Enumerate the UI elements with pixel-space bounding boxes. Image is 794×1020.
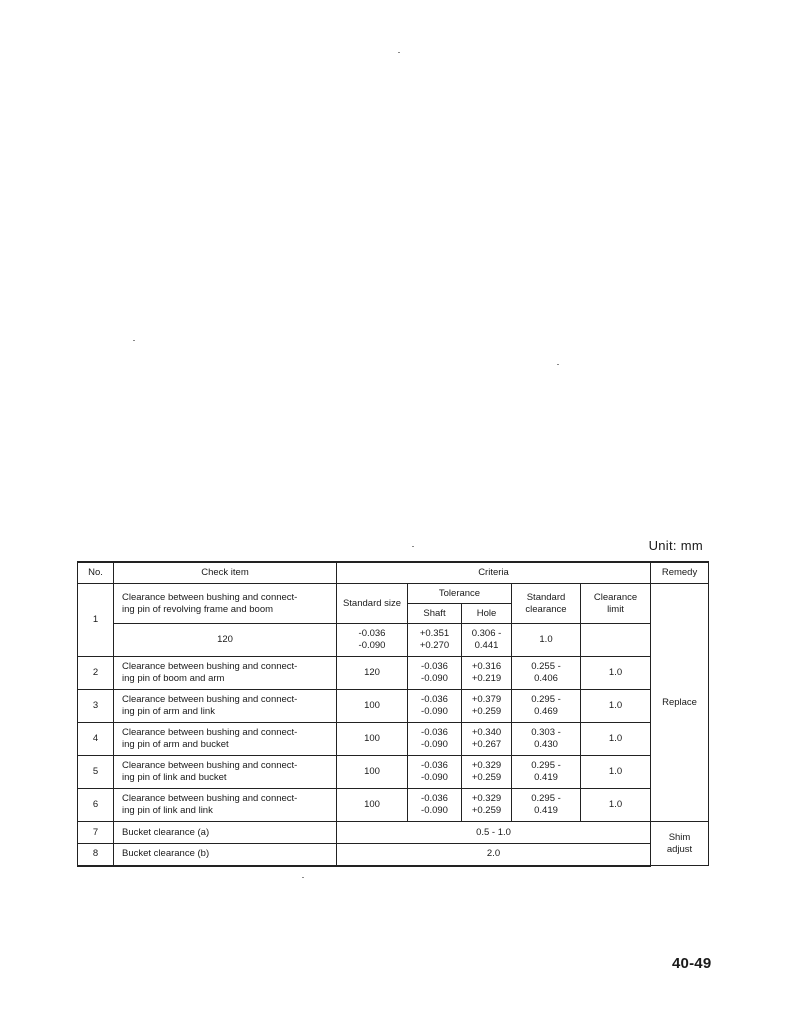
standard-clearance: 0.255 - 0.406 (512, 657, 581, 690)
row-number: 7 (78, 822, 114, 844)
standard-size: 100 (337, 756, 408, 789)
clearance-limit: 1.0 (581, 723, 651, 756)
check-item: Bucket clearance (a) (114, 822, 337, 844)
check-item: Clearance between bushing and connect- ing pin of arm and bucket (114, 723, 337, 756)
remedy-replace: Replace (651, 584, 709, 822)
row-number: 2 (78, 657, 114, 690)
standard-clearance: 0.295 - 0.419 (512, 789, 581, 822)
standard-size: 100 (337, 789, 408, 822)
header-standard-clearance: Standard clearance (512, 584, 581, 624)
unit-label: Unit: mm (648, 538, 703, 553)
scan-speck (133, 340, 135, 341)
standard-clearance: 0.306 - 0.441 (462, 624, 512, 657)
maintenance-standard-table (77, 561, 709, 867)
table-row (78, 657, 709, 690)
table-row (78, 723, 709, 756)
row-number: 6 (78, 789, 114, 822)
row-number: 3 (78, 690, 114, 723)
standard-clearance: 0.303 - 0.430 (512, 723, 581, 756)
hole-tolerance: +0.351 +0.270 (408, 624, 462, 657)
clearance-limit: 1.0 (512, 624, 581, 657)
header-no: No. (78, 562, 114, 584)
standard-size: 100 (337, 723, 408, 756)
clearance-limit: 1.0 (581, 657, 651, 690)
scan-speck (412, 546, 414, 547)
table-row (78, 690, 709, 723)
shaft-tolerance: -0.036 -0.090 (408, 789, 462, 822)
standard-clearance: 0.295 - 0.469 (512, 690, 581, 723)
hole-tolerance: +0.329 +0.259 (462, 789, 512, 822)
scan-speck (398, 52, 400, 53)
shaft-tolerance: -0.036 -0.090 (408, 657, 462, 690)
table-row (78, 789, 709, 822)
clearance-limit: 1.0 (581, 789, 651, 822)
hole-tolerance: +0.340 +0.267 (462, 723, 512, 756)
remedy-shim-adjust: Shim adjust (651, 822, 709, 866)
check-item: Clearance between bushing and connect- ing pin of link and link (114, 789, 337, 822)
table-row (78, 822, 709, 844)
header-shaft: Shaft (408, 604, 462, 624)
clearance-limit: 1.0 (581, 756, 651, 789)
hole-tolerance: +0.379 +0.259 (462, 690, 512, 723)
shaft-tolerance: -0.036 -0.090 (408, 723, 462, 756)
shaft-tolerance: -0.036 -0.090 (337, 624, 408, 657)
standard-size: 100 (337, 690, 408, 723)
header-row (78, 562, 709, 584)
check-item: Clearance between bushing and connect- ing pin of arm and link (114, 690, 337, 723)
check-item: Bucket clearance (b) (114, 844, 337, 866)
shaft-tolerance: -0.036 -0.090 (408, 690, 462, 723)
hole-tolerance: +0.329 +0.259 (462, 756, 512, 789)
subheader-row-1 (78, 584, 709, 604)
header-standard-size: Standard size (337, 584, 408, 624)
table-row (78, 756, 709, 789)
header-criteria: Criteria (337, 562, 651, 584)
standard-size: 120 (114, 624, 337, 657)
row-number: 1 (78, 584, 114, 657)
standard-size: 120 (337, 657, 408, 690)
scan-speck (302, 877, 304, 878)
row-number: 4 (78, 723, 114, 756)
scan-speck (557, 364, 559, 365)
criteria-value: 2.0 (337, 844, 651, 866)
shaft-tolerance: -0.036 -0.090 (408, 756, 462, 789)
standard-clearance: 0.295 - 0.419 (512, 756, 581, 789)
header-hole: Hole (462, 604, 512, 624)
row-number: 8 (78, 844, 114, 866)
table-row (78, 844, 709, 866)
clearance-limit: 1.0 (581, 690, 651, 723)
row-number: 5 (78, 756, 114, 789)
table-row (78, 624, 709, 657)
page-number: 40-49 (672, 955, 712, 972)
header-remedy: Remedy (651, 562, 709, 584)
check-item: Clearance between bushing and connect- ing pin of link and bucket (114, 756, 337, 789)
criteria-value: 0.5 - 1.0 (337, 822, 651, 844)
header-tolerance: Tolerance (408, 584, 512, 604)
check-item: Clearance between bushing and connect- ing pin of revolving frame and boom (114, 584, 337, 624)
hole-tolerance: +0.316 +0.219 (462, 657, 512, 690)
header-clearance-limit: Clearance limit (581, 584, 651, 624)
header-check-item: Check item (114, 562, 337, 584)
check-item: Clearance between bushing and connect- ing pin of boom and arm (114, 657, 337, 690)
